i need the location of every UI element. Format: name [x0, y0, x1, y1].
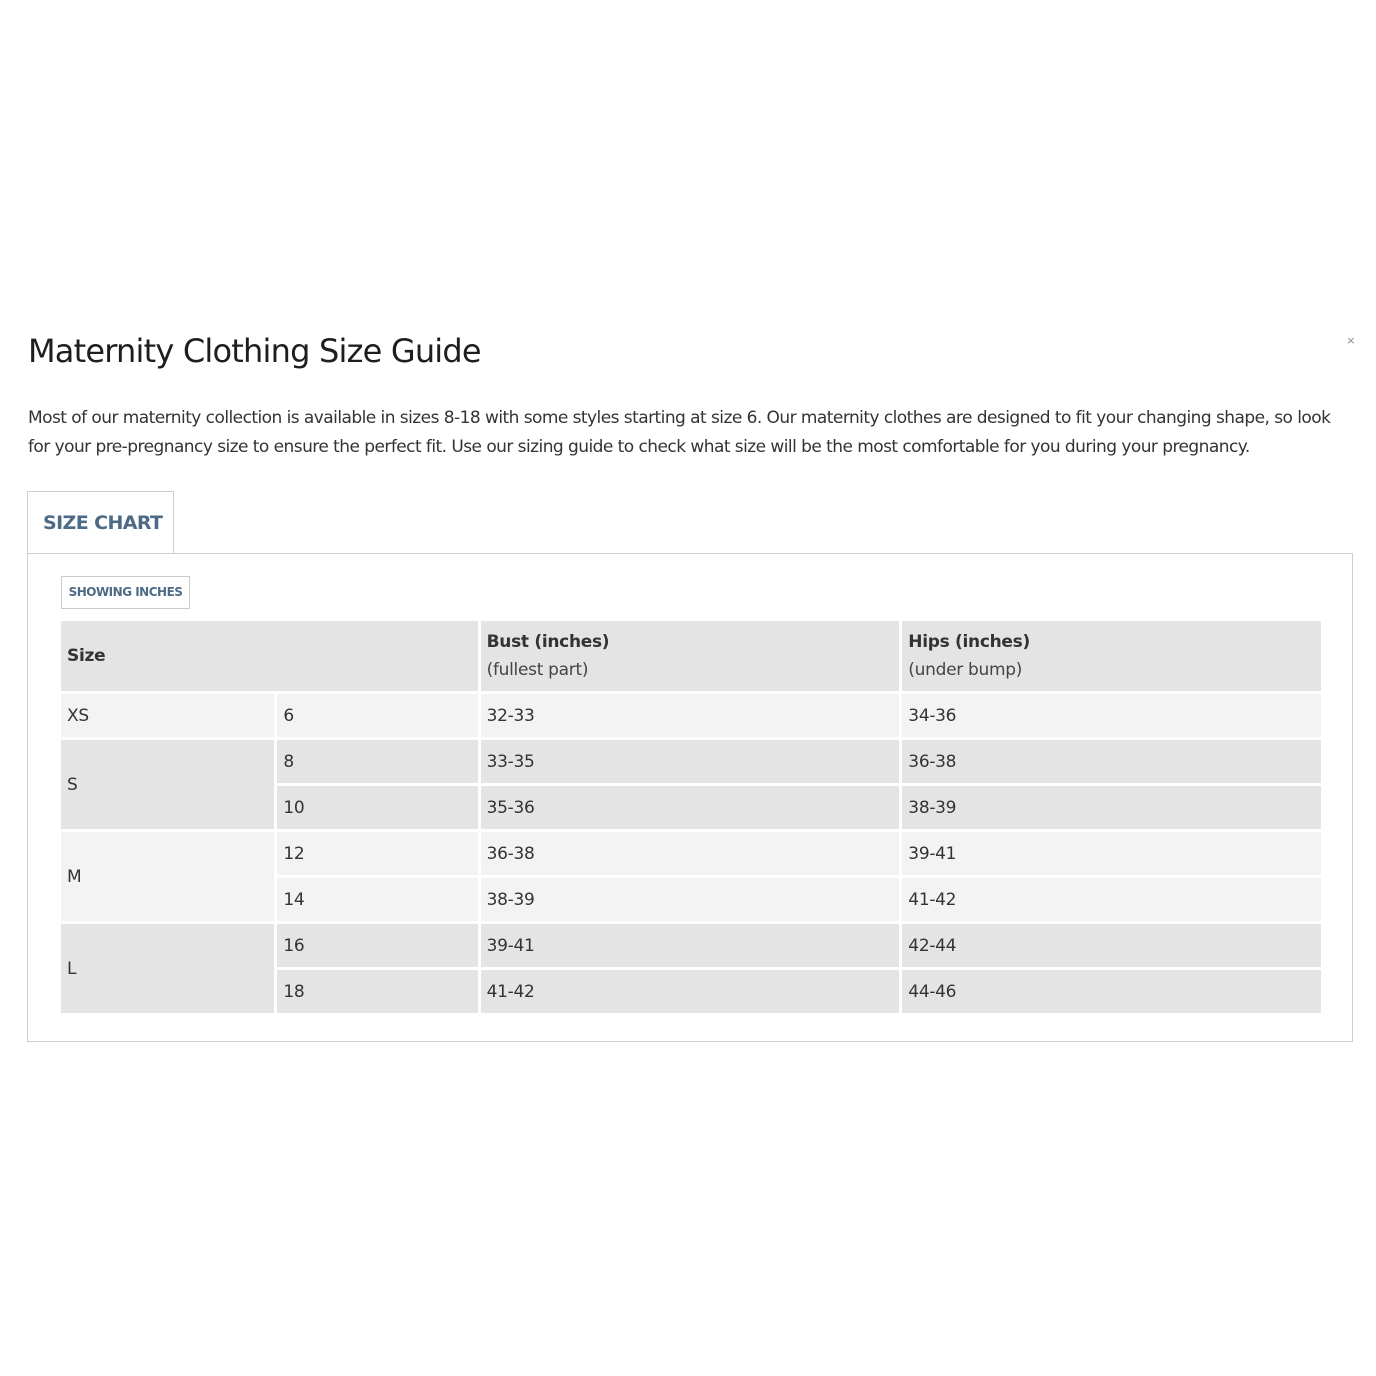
uk-size-cell: 12 — [277, 832, 477, 875]
units-toggle-button[interactable]: SHOWING INCHES — [61, 576, 190, 609]
uk-size-cell: 18 — [277, 970, 477, 1013]
header-hips — [902, 621, 1321, 691]
tab-size-chart[interactable] — [27, 491, 174, 553]
bust-cell: 33-35 — [481, 740, 900, 783]
uk-size-cell: 8 — [277, 740, 477, 783]
size-chart-panel — [27, 553, 1353, 1042]
header-size-label: Size — [67, 646, 106, 666]
table-row — [61, 832, 1321, 875]
hips-cell: 39-41 — [902, 832, 1321, 875]
close-icon[interactable]: × — [1346, 334, 1356, 347]
header-hips-label: Hips (inches) — [908, 632, 1030, 652]
size-letter-cell: L — [61, 924, 274, 1013]
hips-cell: 36-38 — [902, 740, 1321, 783]
size-letter-cell: S — [61, 740, 274, 829]
header-bust-sublabel: (fullest part) — [486, 660, 589, 680]
header-bust-label: Bust (inches) — [486, 632, 610, 652]
bust-cell: 32-33 — [481, 694, 900, 737]
uk-size-cell: 10 — [277, 786, 477, 829]
bust-cell: 36-38 — [481, 832, 900, 875]
bust-cell: 35-36 — [481, 786, 900, 829]
table-row — [61, 740, 1321, 783]
uk-size-cell: 16 — [277, 924, 477, 967]
intro-text: Most of our maternity collection is available in sizes 8-18 with some styles starting at size 6. Our maternity clothes are designed to fit your changing shape, so look for your pre-pregnancy size to ensure the perfect fit. Use our sizing guide to check what size will be the most comfortable for you during your pregnancy. — [28, 408, 1331, 457]
hips-cell: 42-44 — [902, 924, 1321, 967]
header-size — [61, 621, 478, 691]
bust-cell: 38-39 — [481, 878, 900, 921]
hips-cell: 38-39 — [902, 786, 1321, 829]
uk-size-cell: 14 — [277, 878, 477, 921]
bust-cell: 39-41 — [481, 924, 900, 967]
size-letter-cell: M — [61, 832, 274, 921]
tab-size-chart-label: SIZE CHART — [43, 512, 163, 534]
size-letter-cell: XS — [61, 694, 274, 737]
table-row — [61, 694, 1321, 737]
bust-cell: 41-42 — [481, 970, 900, 1013]
table-header-row — [61, 621, 1321, 691]
hips-cell: 34-36 — [902, 694, 1321, 737]
hips-cell: 41-42 — [902, 878, 1321, 921]
header-hips-sublabel: (under bump) — [908, 660, 1023, 680]
size-table — [58, 618, 1324, 1016]
uk-size-cell: 6 — [277, 694, 477, 737]
table-row — [61, 924, 1321, 967]
page-title: Maternity Clothing Size Guide — [28, 332, 481, 370]
hips-cell: 44-46 — [902, 970, 1321, 1013]
size-guide-modal — [0, 318, 1376, 1058]
header-bust — [481, 621, 900, 691]
